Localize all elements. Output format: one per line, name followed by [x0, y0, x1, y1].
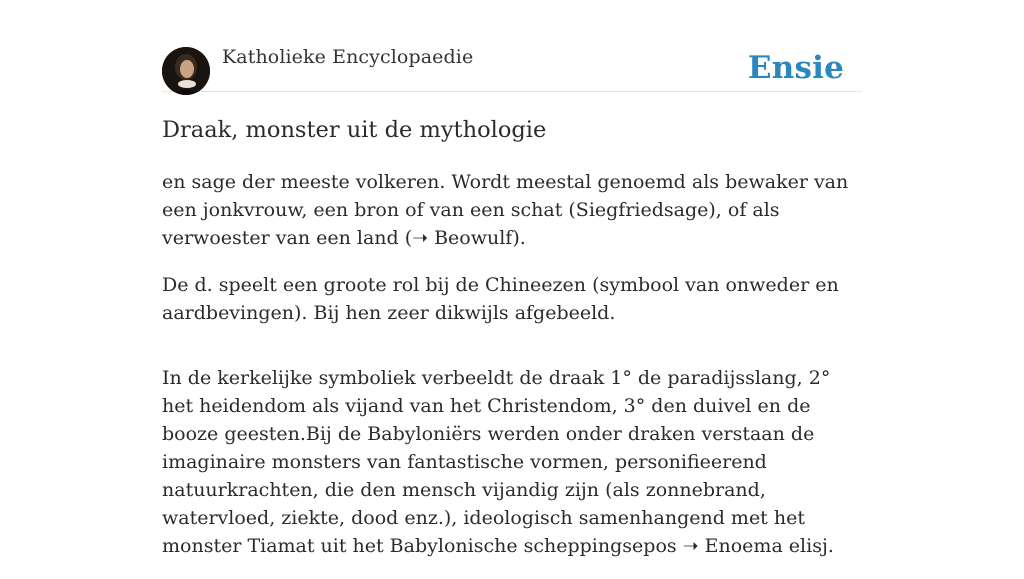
article-paragraph: en sage der meeste volkeren. Wordt meestal genoemd als bewaker van een jonkvrouw, een bron of van een schat (Siegfriedsage), of als verwoester van een land (➝ Beowulf). — [162, 171, 849, 249]
article-paragraph: In de kerkelijke symboliek verbeeldt de draak 1° de paradijsslang, 2° het heidendom als vijand van het Christendom, 3° den duivel en de booze geesten.Bij de Babyloniërs werden onder draken verstaan de imaginaire monsters van fantastische vormen, personifieerend natuurkrachten, die den mensch vijandig zijn (als zonnebrand, watervloed, ziekte, dood enz.), ideologisch samenhangend met het monster Tiamat uit het Babylonische scheppingsepos ➝ Enoema elisj. — [162, 367, 834, 557]
source-title[interactable]: Katholieke Encyclopaedie — [222, 46, 474, 68]
brand-logo[interactable]: Ensie — [747, 50, 844, 86]
article-title: Draak, monster uit de mythologie — [162, 117, 547, 143]
page — [162, 0, 862, 557]
portrait-avatar-icon[interactable] — [162, 47, 210, 95]
article-body — [162, 168, 862, 579]
header — [162, 0, 862, 92]
article-paragraph: De d. speelt een groote rol bij de Chineezen (symbool van onweder en aardbevingen). Bij hen zeer dikwijls afgebeeld. — [162, 274, 839, 324]
